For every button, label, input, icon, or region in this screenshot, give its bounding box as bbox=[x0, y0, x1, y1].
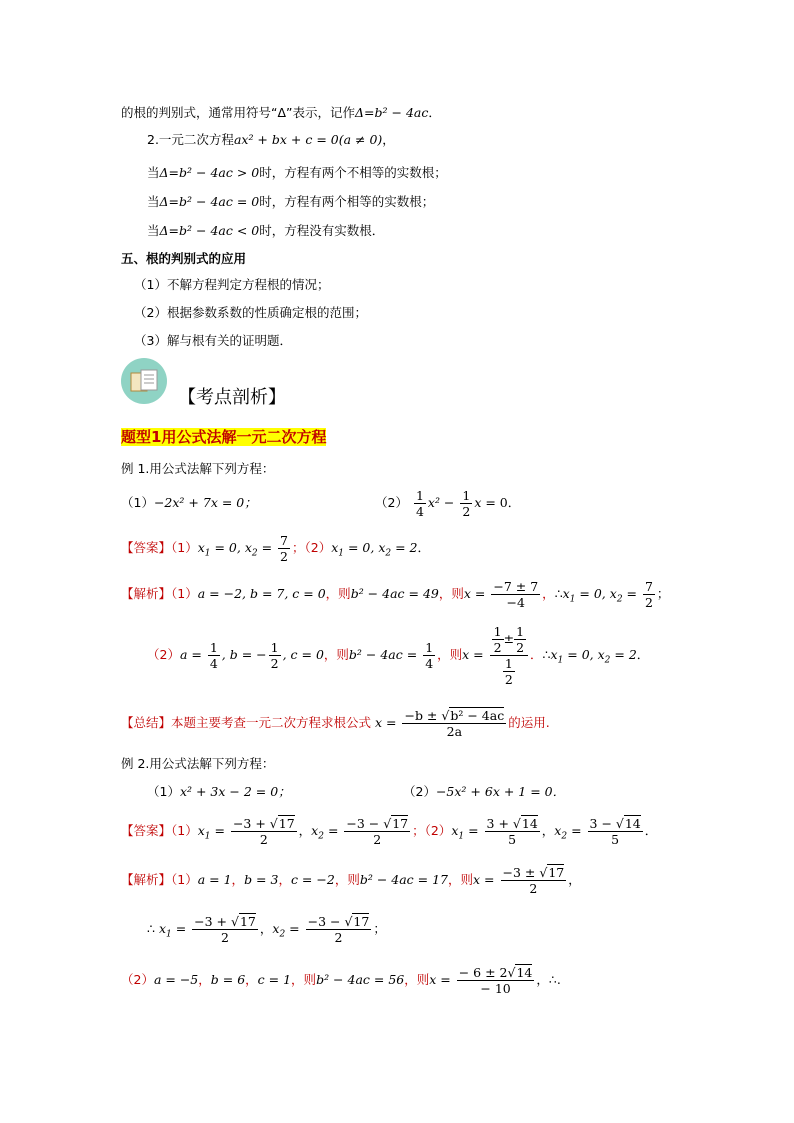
ex2-analysis-2: ∴ $x_1$ = $\frac{-3 + √17}{2}$ ，$x_2$ = $\frac{-3 - √17}{2}$ ； bbox=[147, 914, 386, 945]
ex2-q2-expr: −5x² + 6x + 1 = 0． bbox=[435, 784, 566, 799]
type1-heading bbox=[121, 427, 326, 447]
ex1-q1 bbox=[121, 494, 257, 512]
section5-heading: 五、根的判别式的应用 bbox=[121, 251, 247, 266]
ex1-q2-label: （2） bbox=[375, 495, 408, 510]
ex1-answer: 【答案】$(1)x_1 = 0$, $x_2$ = $\frac{7}{2}$ ；$(2)x_1 = 0$, $x_2 = 2$． bbox=[121, 533, 430, 564]
section5-item-3: （3）解与根有关的证明题． bbox=[134, 333, 292, 348]
ex1-analysis-tag: 【解析】 bbox=[121, 586, 172, 601]
ex1-analysis-2: （2）a = $\frac{1}{4}$ , b = − $\frac{1}{2}$ , c = 0，则b² − 4ac = $\frac{1}{4}$ ，则x = $\frac{1}{2}$ ± $\frac{1}{2}$ $\frac{1}{2}$ ．$\therefore x_1 = 0$, $x_2 = 2$． bbox=[147, 624, 650, 687]
ex2-q1 bbox=[147, 783, 291, 801]
case3-prefix: 当 bbox=[147, 223, 160, 238]
ex1-q2: （2） $\frac{1}{4}$ x² − $\frac{1}{2}$ x = 0． bbox=[375, 488, 521, 519]
intro-item-2: 2.一元二次方程ax² + bx + c = 0(a ≠ 0)， bbox=[147, 132, 395, 147]
case1-prefix: 当 bbox=[147, 165, 160, 180]
ex2-q2-label: （2） bbox=[403, 784, 436, 799]
banner-title: 【考点剖析】 bbox=[178, 387, 286, 408]
case1-expr: Δ=b² − 4ac > 0 bbox=[159, 165, 260, 180]
ex2-analysis-3: （2）a = −5，b = 6，c = 1，则b² − 4ac = 56，则x = $\frac{- 6 \pm 2√14}{- 10}$ ，∴. bbox=[121, 965, 561, 996]
ex1-summary-text: 本题主要考查一元二次方程求根公式 bbox=[171, 715, 372, 730]
section5-item-1: （1）不解方程判定方程根的情况； bbox=[134, 277, 330, 292]
case2-text: 时，方程有两个相等的实数根； bbox=[259, 194, 435, 209]
notes-icon bbox=[121, 358, 167, 404]
ex1-analysis-1: 【解析】（1）a = −2, b = 7, c = 0，则b² − 4ac = 49，则x = $\frac{-7 \pm 7}{-4}$ ，$\therefore x_1 = 0$, $x_2$ = $\frac{7}{2}$ ； bbox=[121, 579, 670, 610]
ex1-summary-end: 的运用. bbox=[508, 715, 550, 730]
type1-label: 题型 bbox=[121, 428, 152, 446]
section5-item-2: （2）根据参数系数的性质确定根的范围； bbox=[134, 305, 367, 320]
ex1-q1-expr: −2x² + 7x = 0； bbox=[153, 495, 257, 510]
case-positive bbox=[147, 164, 447, 182]
case3-expr: Δ=b² − 4ac < 0 bbox=[159, 223, 260, 238]
ex1-summary-tag: 【总结】 bbox=[121, 715, 172, 730]
case-zero bbox=[147, 193, 434, 211]
intro-text: 的根的判别式，通常用符号“Δ”表示，记作 bbox=[121, 105, 356, 120]
ex2-q1-label: （1） bbox=[147, 784, 180, 799]
item2-expr: ax² + bx + c = 0(a ≠ 0) bbox=[233, 132, 383, 147]
ex2-answer-tag: 【答案】 bbox=[121, 823, 172, 838]
ex2-q1-expr: x² + 3x − 2 = 0； bbox=[179, 784, 291, 799]
intro-line-1: 的根的判别式，通常用符号“Δ”表示，记作Δ=b² − 4ac． bbox=[121, 105, 441, 120]
case1-text: 时，方程有两个不相等的实数根； bbox=[259, 165, 447, 180]
ex1-summary: 【总结】本题主要考查一元二次方程求根公式 x = $\frac{\text{−b ± √b² − 4ac}}{2a}$ 的运用. bbox=[121, 708, 550, 739]
type1-title: 用公式法解一元二次方程 bbox=[161, 428, 327, 446]
case2-expr: Δ=b² − 4ac = 0 bbox=[159, 194, 260, 209]
delta-expr: Δ=b² − 4ac bbox=[355, 105, 429, 120]
item2-prefix: 2.一元二次方程 bbox=[147, 132, 234, 147]
ex2-analysis-tag: 【解析】 bbox=[121, 872, 172, 887]
ex2-prompt: 例 2.用公式法解下列方程： bbox=[121, 756, 275, 771]
ex2-q2 bbox=[403, 783, 565, 801]
ex1-answer-tag: 【答案】 bbox=[121, 540, 172, 555]
ex2-answer: 【答案】$(1)x_1$ = $\frac{-3 + √17}{2}$ ，$x_2$ = $\frac{-3 - √17}{2}$ ；$(2)x_1$ = $\frac{3 + √14}{5}$ ，$x_2$ = $\frac{3 - √14}{5}$ ． bbox=[121, 816, 658, 847]
ex1-prompt: 例 1.用公式法解下列方程： bbox=[121, 461, 275, 476]
ex1-q1-label: （1） bbox=[121, 495, 154, 510]
case-negative bbox=[147, 222, 384, 240]
case2-prefix: 当 bbox=[147, 194, 160, 209]
case3-text: 时，方程没有实数根． bbox=[259, 223, 385, 238]
ex2-analysis-1: 【解析】（1）a = 1，b = 3，c = −2，则b² − 4ac = 17，则x = $\frac{-3 \pm √17}{2}$ ， bbox=[121, 865, 581, 896]
type1-number: 1 bbox=[151, 428, 162, 446]
